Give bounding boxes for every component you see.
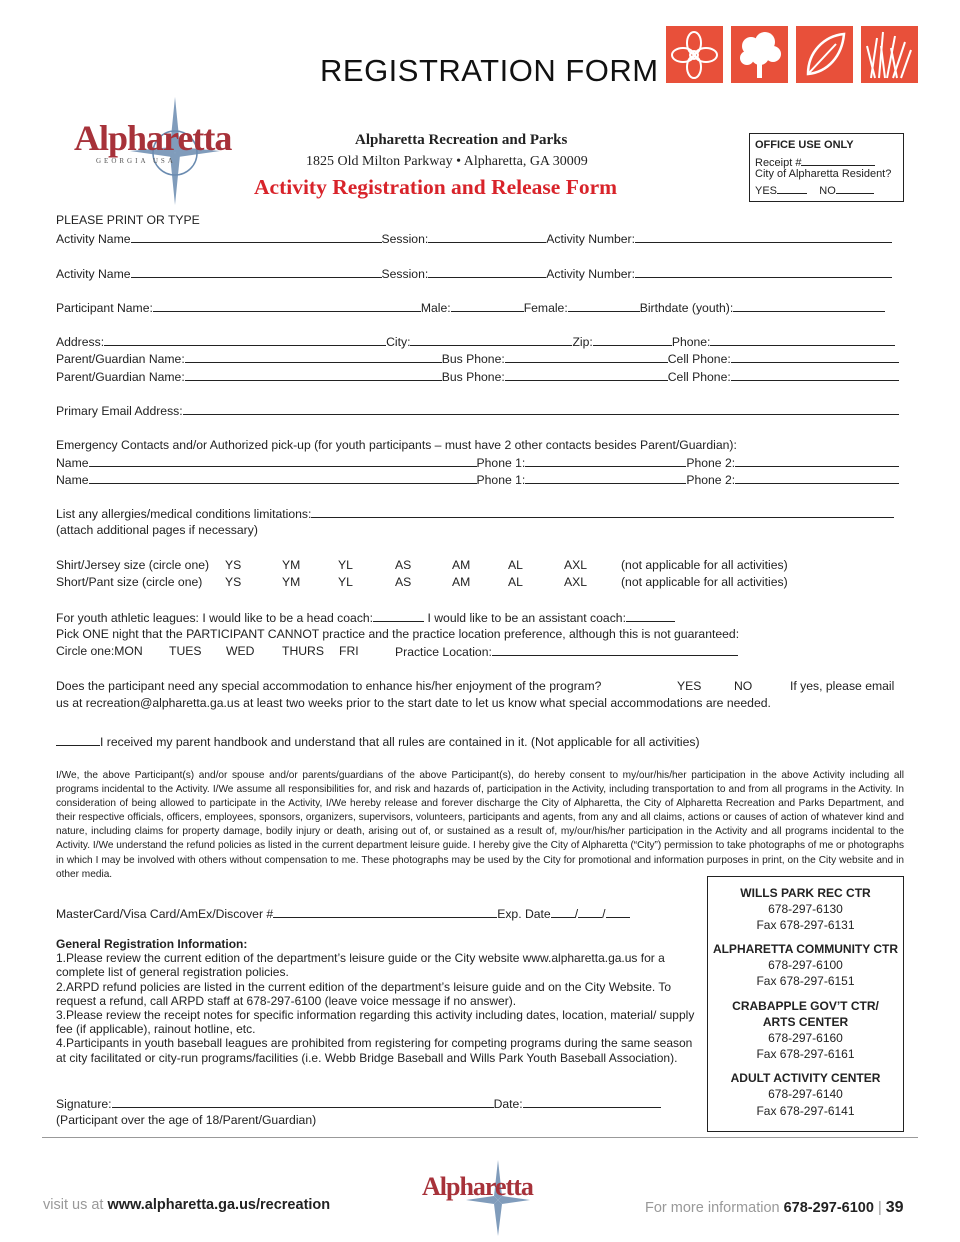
practice-location-row: Practice Location:: [395, 645, 738, 658]
activity-row-1: Activity Name Session: Activity Number:: [56, 232, 892, 245]
participant-name-field[interactable]: [153, 301, 421, 312]
accommodation-question: Does the participant need any special accommodation to enhance his/her enjoyment of the program?: [56, 679, 602, 693]
parent-row-1: Parent/Guardian Name: Bus Phone: Cell Phone:: [56, 352, 899, 365]
footer-visit: visit us at www.alpharetta.ga.us/recreation: [43, 1197, 331, 1213]
exp-year-field[interactable]: [606, 907, 630, 918]
size-option[interactable]: YL: [338, 575, 353, 589]
emergency-phone1-field[interactable]: [525, 456, 686, 467]
size-option[interactable]: AM: [452, 575, 471, 589]
practice-location-field[interactable]: [492, 645, 738, 656]
size-option[interactable]: AL: [508, 558, 523, 572]
contact-phone: 678-297-6160: [768, 1031, 843, 1045]
zip-field[interactable]: [593, 335, 672, 346]
day-option[interactable]: FRI: [339, 644, 359, 658]
city-field[interactable]: [410, 335, 572, 346]
contacts-box: [707, 876, 904, 1132]
size-option[interactable]: AS: [395, 558, 412, 572]
emergency-name-field[interactable]: [89, 473, 477, 484]
parent-name-field[interactable]: [185, 352, 442, 363]
handbook-initial-field[interactable]: [56, 735, 100, 746]
allergies-field[interactable]: [311, 507, 894, 518]
parent-row-2: Parent/Guardian Name: Bus Phone: Cell Phone:: [56, 370, 899, 383]
organization-address: 1825 Old Milton Parkway • Alpharetta, GA 30009: [306, 154, 588, 169]
size-option[interactable]: YS: [225, 558, 242, 572]
contact-phone: 678-297-6130: [768, 902, 843, 916]
emergency-name-field[interactable]: [89, 456, 477, 467]
contact-name-2: ARTS CENTER: [762, 1015, 849, 1029]
date-field[interactable]: [523, 1097, 661, 1108]
emergency-phone2-field[interactable]: [735, 456, 899, 467]
assistant-coach-field[interactable]: [626, 611, 675, 622]
contact-name: ADULT ACTIVITY CENTER: [730, 1071, 881, 1085]
activity-number-field[interactable]: [635, 232, 892, 243]
parent-name-field[interactable]: [185, 370, 442, 381]
phone-field[interactable]: [710, 335, 895, 346]
short-size-label: Short/Pant size (circle one): [56, 575, 203, 589]
session-field[interactable]: [428, 232, 546, 243]
form-title: Activity Registration and Release Form: [254, 175, 618, 199]
size-option[interactable]: AXL: [564, 575, 588, 589]
organization-name: Alpharetta Recreation and Parks: [355, 132, 568, 148]
tree-icon: [731, 26, 788, 83]
address-field[interactable]: [104, 335, 386, 346]
size-option[interactable]: AM: [452, 558, 471, 572]
contact-phone: 678-297-6100: [768, 958, 843, 972]
participant-row: Participant Name: Male: Female: Birthdate (youth):: [56, 301, 885, 314]
flower-icon: [666, 26, 723, 83]
day-option[interactable]: THURS: [282, 644, 324, 658]
footer-logo: Alpharetta: [418, 1158, 538, 1238]
session-field[interactable]: [428, 267, 546, 278]
female-field[interactable]: [568, 301, 640, 312]
contact-name: CRABAPPLE GOV’T CTR/: [732, 999, 879, 1013]
signature-row: Signature: Date:: [56, 1097, 661, 1110]
general-item: 3.Please review the receipt notes for specific information regarding this activity including dates, location, material/ supply fee (if applicable), rainout hotline, etc.: [56, 1008, 695, 1037]
footer-more-info: For more information 678-297-6100 | 39: [645, 1199, 904, 1216]
shirt-size-label: Shirt/Jersey size (circle one): [56, 558, 210, 572]
emergency-phone1-field[interactable]: [525, 473, 686, 484]
general-item: 2.ARPD refund policies are listed in the current edition of the department’s leisure guide and on the City Website. To request a refund, call ARPD staff at 678-297-6100 (leave voice message if no answer).: [56, 979, 672, 1008]
emergency-row-2: Name Phone 1: Phone 2:: [56, 473, 899, 486]
contact-phone: 678-297-6140: [768, 1087, 843, 1101]
general-item: 4.Participants in youth baseball leagues are prohibited from registering for competing programs during the same season at city facilitated or city-run programs/facilities (i.e. Webb Bridge Baseball and Wills Park Youth Baseball Association).: [56, 1036, 693, 1065]
emergency-heading: Emergency Contacts and/or Authorized pick-up (for youth participants – must have 2 other contacts besides Parent/Guardian):: [56, 438, 737, 452]
activity-name-field[interactable]: [131, 232, 382, 243]
exp-day-field[interactable]: [578, 907, 602, 918]
general-info-title: General Registration Information:: [56, 937, 248, 951]
card-number-field[interactable]: [273, 907, 497, 918]
card-row: MasterCard/Visa Card/AmEx/Discover # Exp. Date / /: [56, 907, 630, 920]
activity-name-field[interactable]: [131, 267, 382, 278]
day-option[interactable]: WED: [226, 644, 255, 658]
cell-phone-field[interactable]: [731, 370, 899, 381]
grass-icon: [861, 26, 918, 83]
leaf-icon: [796, 26, 853, 83]
accommodation-yes[interactable]: YES: [677, 679, 702, 693]
pick-one-note: Pick ONE night that the PARTICIPANT CANNOT practice and the practice location preference, although this is not guaranteed:: [56, 627, 740, 641]
size-option[interactable]: YS: [225, 575, 242, 589]
contact-fax: Fax 678-297-6141: [756, 1104, 855, 1118]
size-option[interactable]: AL: [508, 575, 523, 589]
contact-fax: Fax 678-297-6151: [756, 974, 855, 988]
office-use-box: OFFICE USE ONLY Receipt # City of Alpharetta Resident? YES NO: [749, 133, 904, 202]
activity-number-field[interactable]: [635, 267, 892, 278]
email-row: Primary Email Address:: [56, 404, 899, 417]
page-title: REGISTRATION FORM: [320, 53, 659, 88]
page-number: 39: [885, 1199, 904, 1216]
contact-fax: Fax 678-297-6161: [756, 1047, 855, 1061]
general-item: 1.Please review the current edition of the department’s leisure guide or the City website www.alpharetta.ga.us for a complete list of general registration policies.: [56, 951, 665, 980]
size-option[interactable]: YM: [282, 558, 301, 572]
footer-url[interactable]: www.alpharetta.ga.us/recreation: [107, 1197, 331, 1213]
size-option[interactable]: YL: [338, 558, 353, 572]
emergency-row-1: Name Phone 1: Phone 2:: [56, 456, 899, 469]
bus-phone-field[interactable]: [505, 352, 668, 363]
handbook-row: I received my parent handbook and understand that all rules are contained in it. (Not applicable for all activities): [56, 735, 700, 748]
coach-row: For youth athletic leagues: I would like to be a head coach: I would like to be an assistant coach:: [56, 611, 675, 624]
birthdate-field[interactable]: [733, 301, 885, 312]
size-option[interactable]: AXL: [564, 558, 588, 572]
not-applicable-note: (not applicable for all activities): [621, 558, 788, 572]
accommodation-line-2: us at recreation@alpharetta.ga.us at least two weeks prior to the start date to let us know what special accommodations are needed.: [56, 696, 771, 710]
address-row: Address: City: Zip: Phone:: [56, 335, 895, 348]
head-coach-field[interactable]: [373, 611, 424, 622]
accommodation-no[interactable]: NO: [734, 679, 753, 693]
signature-field[interactable]: [112, 1097, 494, 1108]
day-option[interactable]: TUES: [169, 644, 202, 658]
bus-phone-field[interactable]: [505, 370, 668, 381]
print-instruction: PLEASE PRINT OR TYPE: [56, 213, 200, 227]
signature-note: (Participant over the age of 18/Parent/Guardian): [56, 1113, 317, 1127]
not-applicable-note: (not applicable for all activities): [621, 575, 788, 589]
contact-name: ALPHARETTA COMMUNITY CTR: [712, 942, 899, 956]
contact-name: WILLS PARK REC CTR: [740, 886, 871, 900]
size-option[interactable]: AS: [395, 575, 412, 589]
accommodation-email-note: If yes, please email: [790, 679, 895, 693]
contact-fax: Fax 678-297-6131: [756, 918, 855, 932]
cell-phone-field[interactable]: [731, 352, 899, 363]
release-paragraph: I/We, the above Participant(s) and/or spouse and/or parents/guardians of the above Participant(s), do hereby consent to my/our/his/her participation in the above Activity including all programs incidental to the Activity. I/We assume all responsibilities for, and risk and hazards of, participation in the Activity, including transportation to and from all programs in the Activity. In consideration of being allowed to participate in the Activity, I/We hereby release and forever discharge the City of Alpharetta, the City of Alpharetta Recreation and Parks Department, and their respective officials, officers, employees, sponsors, organizers, supervisors, volunteers, participants and agents, from any and all claims, actions or causes of action of whatever kind and nature, including claims for property damage, bodily injury or death, arising out of, or sustained as a result of, my/our/his/her participation in the Activity and all programs incidental to the Activity. I/We understand the refund policies as listed in the current department leisure guide. I hereby give the City of Alpharetta (“City”) permission to take photographs of me or photographs in which I may be involved with others without compensation to me. These photographs may be used by the City for promotional and information purposes in print, on the City website and in other media.: [56, 770, 904, 880]
footer-divider: [42, 1137, 918, 1138]
male-field[interactable]: [451, 301, 524, 312]
general-info: [56, 937, 701, 1065]
activity-row-2: Activity Name Session: Activity Number:: [56, 267, 892, 280]
exp-month-field[interactable]: [551, 907, 575, 918]
attach-note: (attach additional pages if necessary): [56, 523, 258, 537]
allergies-row: List any allergies/medical conditions limitations:: [56, 507, 894, 520]
size-option[interactable]: YM: [282, 575, 301, 589]
circle-one-label[interactable]: Circle one:MON: [56, 644, 143, 658]
emergency-phone2-field[interactable]: [735, 473, 899, 484]
alpharetta-logo: Alpharetta GEORGIA USA: [70, 95, 230, 207]
email-field[interactable]: [183, 404, 899, 415]
